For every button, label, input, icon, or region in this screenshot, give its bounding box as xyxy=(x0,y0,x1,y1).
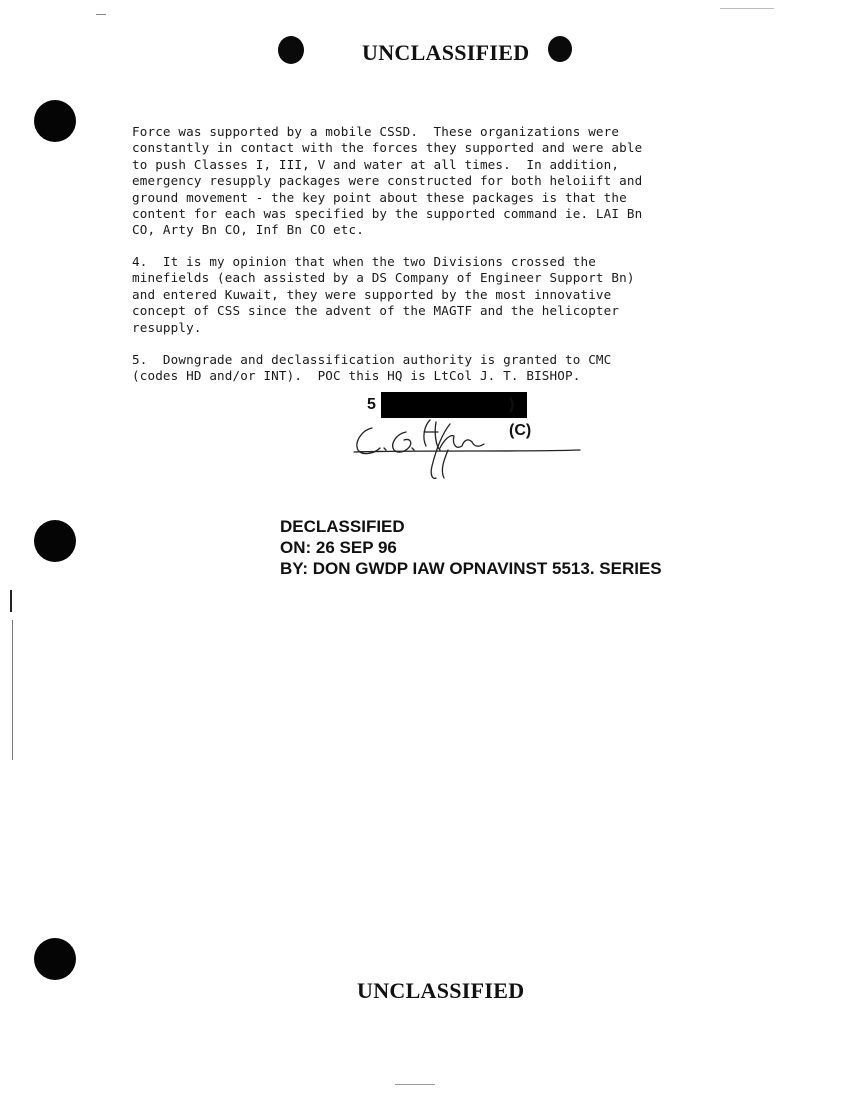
handwritten-signature xyxy=(340,410,590,490)
punch-hole-bottom xyxy=(34,938,76,980)
exemption-prefix: 5 xyxy=(367,396,376,413)
declassification-stamp xyxy=(280,516,662,579)
body-paragraph-4: 4. It is my opinion that when the two Divisions crossed the minefields (each assisted by a DS Company of Engineer Support Bn) and entered Kuwait, they were supported by the most innovative concept of CSS since the advent of the MAGTF and the helicopter resupply. xyxy=(132,254,635,335)
classification-header: UNCLASSIFIED xyxy=(362,40,530,65)
scan-speck xyxy=(720,8,774,9)
scan-speck xyxy=(395,1084,435,1085)
margin-mark xyxy=(10,590,12,612)
header-right-blot xyxy=(548,36,572,62)
classification-footer: UNCLASSIFIED xyxy=(357,978,525,1003)
stamp-line-status: DECLASSIFIED xyxy=(280,517,405,536)
stamp-line-authority: BY: DON GWDP IAW OPNAVINST 5513. SERIES xyxy=(280,559,662,578)
punch-hole-top xyxy=(34,100,76,142)
body-paragraph-5: 5. Downgrade and declassification authority is granted to CMC (codes HD and/or INT). POC this HQ is LtCol J. T. BISHOP. xyxy=(132,352,612,384)
body-paragraph-continued: Force was supported by a mobile CSSD. These organizations were constantly in contact with the forces they supported and were able to push Classes I, III, V and water at all times. In addition, emergency resupply packages were constructed for both heloiift and ground movement - the key point about these packages is that the content for each was specified by the supported command ie. LAI Bn CO, Arty Bn CO, Inf Bn CO etc. xyxy=(132,124,643,238)
punch-hole-middle xyxy=(34,520,76,562)
exemption-suffix: )(C) xyxy=(509,396,532,439)
stamp-line-date: ON: 26 SEP 96 xyxy=(280,538,397,557)
scan-speck xyxy=(96,14,106,15)
header-left-blot xyxy=(278,36,304,64)
margin-mark xyxy=(12,620,13,760)
